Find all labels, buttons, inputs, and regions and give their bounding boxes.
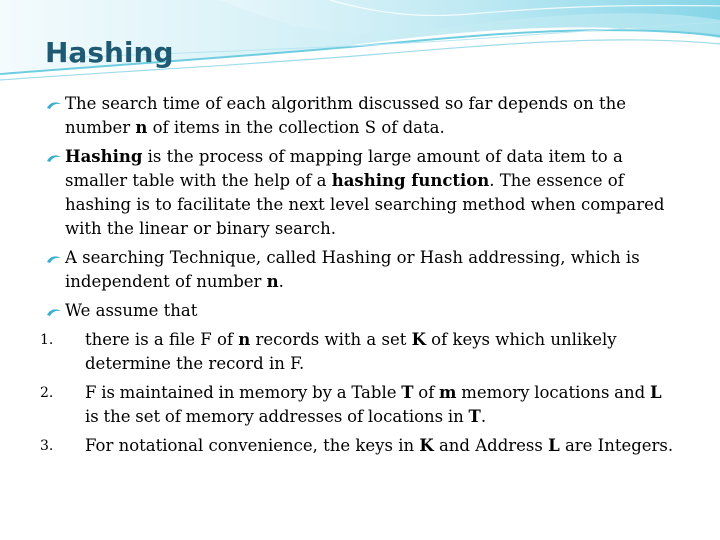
bullet-item <box>0 145 720 241</box>
swoosh-bullet-icon <box>46 254 62 264</box>
swoosh-bullet-icon <box>46 100 62 110</box>
item-number: 1. <box>40 332 54 348</box>
slide-content <box>0 92 720 463</box>
numbered-item <box>0 328 720 376</box>
bullet-text: Hashing is the process of mapping large amount of data item to a smaller table with the help of a hashing function. The essence of hashing is to facilitate the next level searching method when compared with the linear or binary search. <box>65 147 665 238</box>
item-text: F is maintained in memory by a Table T of m memory locations and L is the set of memory addresses of locations in T. <box>85 383 662 426</box>
swoosh-bullet-icon <box>46 307 62 317</box>
bullet-text: We assume that <box>65 301 198 320</box>
numbered-item <box>0 381 720 429</box>
swoosh-bullet-icon <box>46 153 62 163</box>
item-text: there is a file F of n records with a set K of keys which unlikely determine the record in F. <box>85 330 617 373</box>
item-number: 3. <box>40 438 54 454</box>
slide-title: Hashing <box>45 36 174 69</box>
bullet-item <box>0 246 720 294</box>
bullet-item <box>0 92 720 140</box>
bullet-item <box>0 299 720 323</box>
item-number: 2. <box>40 385 54 401</box>
item-text: For notational convenience, the keys in K and Address L are Integers. <box>85 436 674 455</box>
numbered-item <box>0 434 720 458</box>
bullet-text: A searching Technique, called Hashing or Hash addressing, which is independent of number n. <box>65 248 640 291</box>
bullet-text: The search time of each algorithm discussed so far depends on the number n of items in the collection S of data. <box>65 94 626 137</box>
